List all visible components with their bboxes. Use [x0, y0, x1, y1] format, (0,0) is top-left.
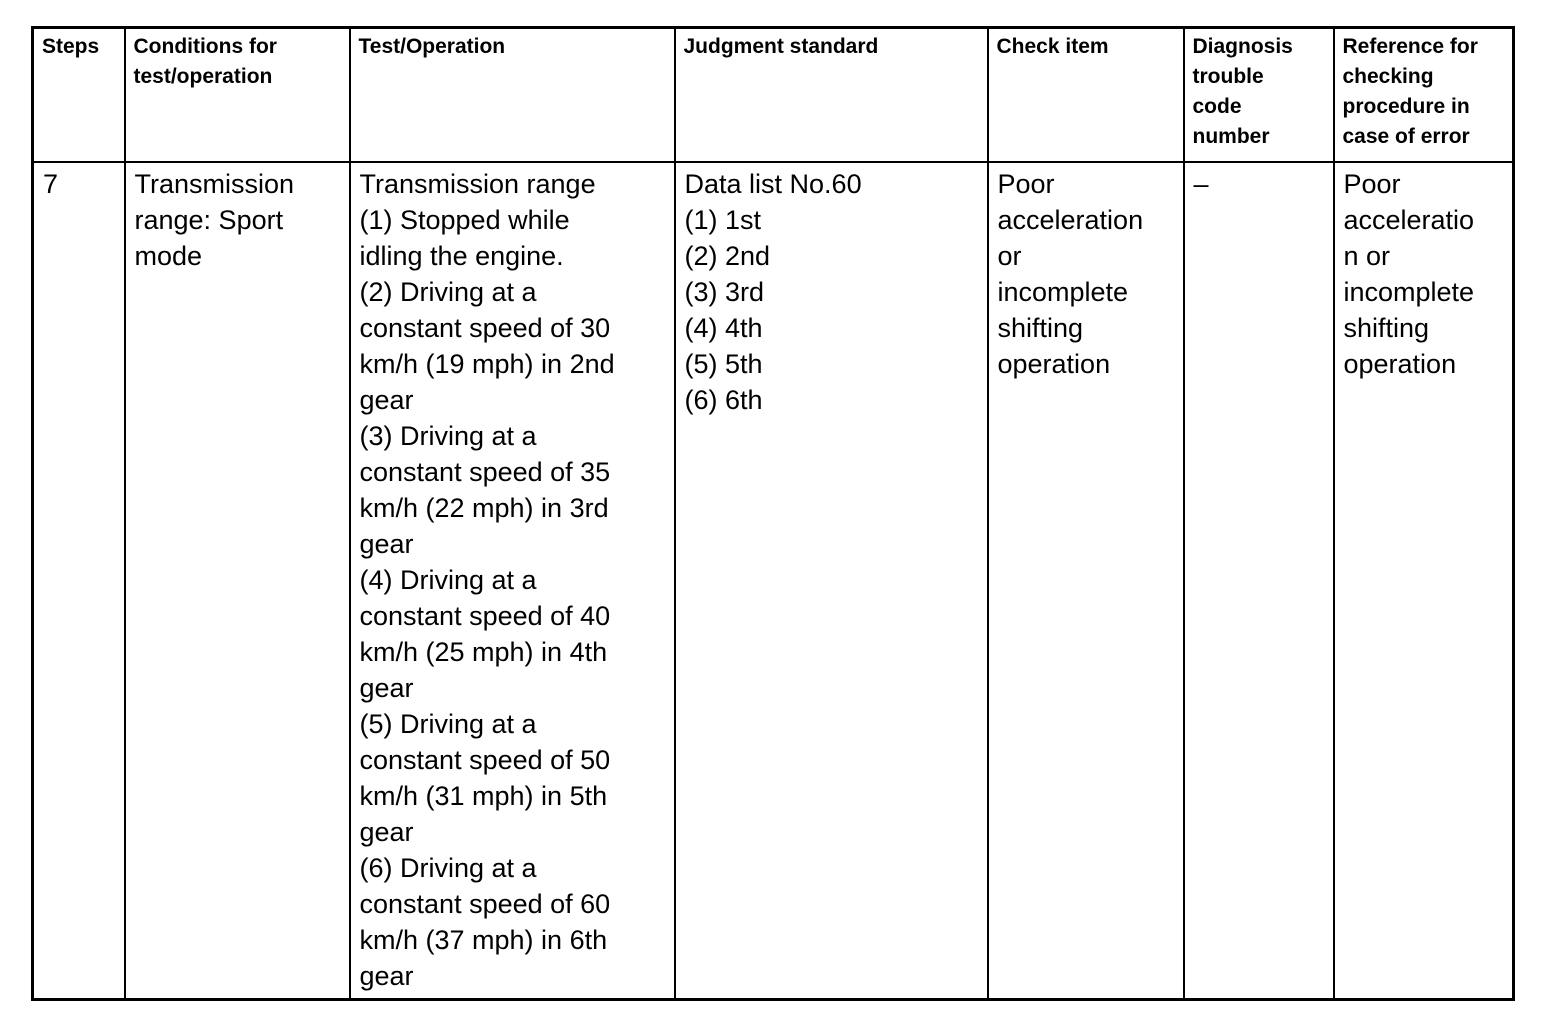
cell-diagnosis-code	[1184, 162, 1334, 1000]
cell-line: Data list No.60	[684, 169, 862, 199]
cell-line: (6) Driving at a	[359, 853, 537, 883]
cell-line: incomplete	[1343, 277, 1475, 307]
cell-line: gear	[359, 385, 414, 415]
cell-line: trouble	[1192, 65, 1264, 88]
cell-line: test/operation	[133, 65, 273, 88]
cell-line: mode	[134, 241, 203, 271]
table-row	[33, 162, 1514, 1000]
cell-line: code	[1192, 95, 1242, 118]
cell-line: n or	[1343, 241, 1391, 271]
cell-line: Transmission	[134, 169, 295, 199]
header-check-item	[988, 28, 1184, 163]
cell-check-item	[988, 162, 1184, 1000]
cell-line: operation	[1343, 349, 1457, 379]
cell-reference	[1334, 162, 1514, 1000]
cell-step	[33, 162, 125, 1000]
cell-line: km/h (31 mph) in 5th	[359, 781, 608, 811]
cell-line: km/h (25 mph) in 4th	[359, 637, 608, 667]
cell-line: case of error	[1342, 125, 1470, 148]
cell-line: gear	[359, 961, 414, 991]
cell-line: –	[1193, 169, 1209, 199]
cell-line: operation	[997, 349, 1111, 379]
cell-line: (3) 3rd	[684, 277, 765, 307]
cell-line: range: Sport	[134, 205, 284, 235]
cell-line: number	[1192, 125, 1270, 148]
cell-line: shifting	[997, 313, 1084, 343]
cell-line: km/h (19 mph) in 2nd	[359, 349, 615, 379]
cell-conditions	[125, 162, 350, 1000]
cell-line: Conditions for	[133, 35, 277, 58]
cell-line: (5) Driving at a	[359, 709, 537, 739]
cell-line: gear	[359, 673, 414, 703]
cell-line: km/h (37 mph) in 6th	[359, 925, 608, 955]
cell-line: Judgment standard	[683, 35, 879, 58]
cell-line: (4) 4th	[684, 313, 763, 343]
header-diagnosis-code	[1184, 28, 1334, 163]
cell-line: (4) Driving at a	[359, 565, 537, 595]
cell-line: constant speed of 40	[359, 601, 611, 631]
header-row	[33, 28, 1514, 163]
cell-line: Poor	[997, 169, 1055, 199]
cell-line: constant speed of 60	[359, 889, 611, 919]
cell-judgment-standard	[675, 162, 988, 1000]
header-test-operation	[350, 28, 675, 163]
cell-line: acceleratio	[1343, 205, 1475, 235]
cell-line: checking	[1342, 65, 1434, 88]
cell-line: Test/Operation	[358, 35, 506, 58]
cell-line: (5) 5th	[684, 349, 763, 379]
cell-line: gear	[359, 817, 414, 847]
cell-line: gear	[359, 529, 414, 559]
header-conditions	[125, 28, 350, 163]
cell-line: constant speed of 30	[359, 313, 611, 343]
cell-line: (1) 1st	[684, 205, 762, 235]
cell-line: (2) 2nd	[684, 241, 771, 271]
cell-line: Steps	[42, 35, 100, 58]
header-judgment-standard	[675, 28, 988, 163]
cell-line: constant speed of 35	[359, 457, 611, 487]
diagnosis-table	[31, 26, 1515, 1001]
header-reference	[1334, 28, 1514, 163]
cell-line: procedure in	[1342, 95, 1470, 118]
cell-test-operation	[350, 162, 675, 1000]
cell-line: acceleration	[997, 205, 1144, 235]
cell-line: or	[997, 241, 1022, 271]
cell-line: Poor	[1343, 169, 1401, 199]
header-steps	[33, 28, 125, 163]
cell-line: (1) Stopped while	[359, 205, 570, 235]
cell-line: Check item	[996, 35, 1109, 58]
cell-line: Diagnosis	[1192, 35, 1293, 58]
cell-line: 7	[43, 169, 59, 199]
cell-line: km/h (22 mph) in 3rd	[359, 493, 609, 523]
cell-line: constant speed of 50	[359, 745, 611, 775]
cell-line: Reference for	[1342, 35, 1478, 58]
cell-line: shifting	[1343, 313, 1430, 343]
cell-line: incomplete	[997, 277, 1129, 307]
cell-line: Transmission range	[359, 169, 596, 199]
cell-line: (6) 6th	[684, 385, 763, 415]
cell-line: (2) Driving at a	[359, 277, 537, 307]
cell-line: idling the engine.	[359, 241, 564, 271]
cell-line: (3) Driving at a	[359, 421, 537, 451]
